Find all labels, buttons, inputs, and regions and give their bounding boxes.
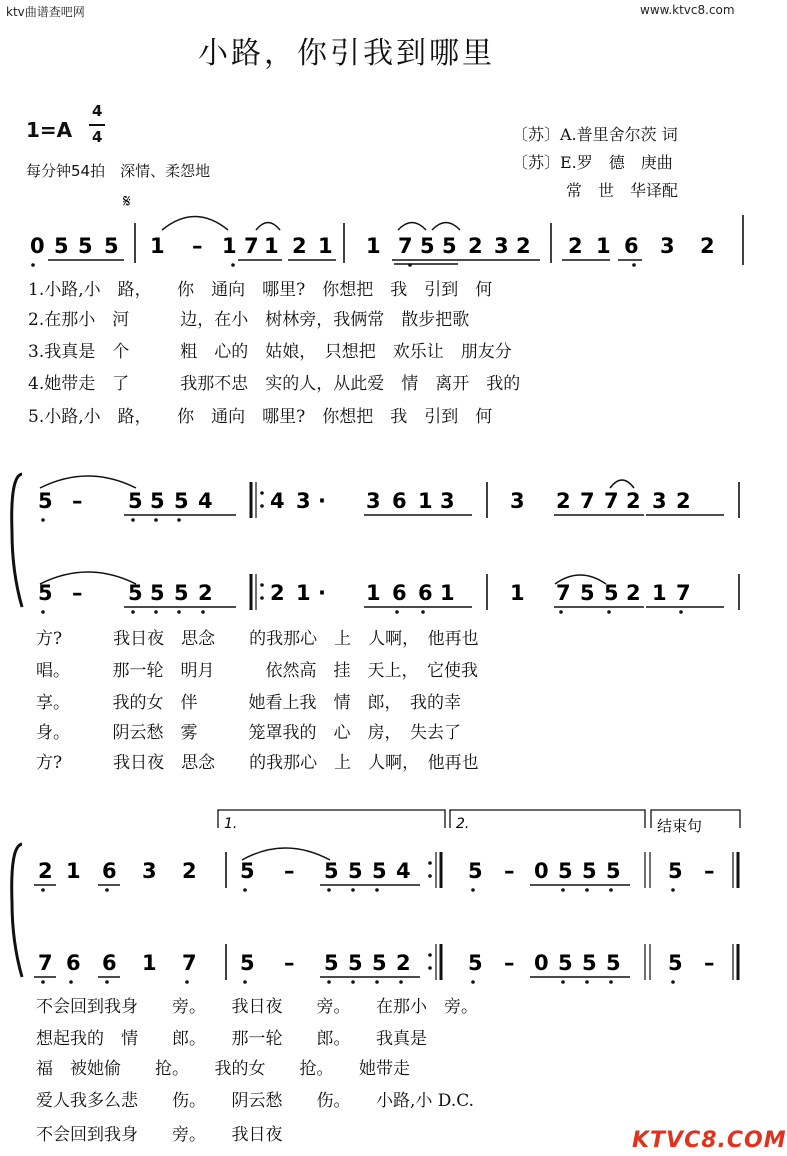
note-digit: 4 [198,489,213,513]
note-digit: 5 [174,489,189,513]
note-digit: 5 [324,859,339,883]
note-digit: 5 [54,234,69,258]
note-digit: 2 [396,951,411,975]
lyric-line: 唱。 那一轮 明月 依然高 挂 天上， 它使我 [36,661,478,681]
volta-1-label: 1. [224,816,238,832]
octave-dot [607,610,611,614]
note-digit: 2 [626,489,641,513]
note-digit: 1 [596,234,611,258]
note-digit: 0 [30,234,45,258]
octave-dot [351,980,355,984]
note-digit: 2 [626,581,641,605]
octave-dot [69,980,73,984]
tempo-marking: 每分钟54拍 深情、柔怨地 [26,162,211,180]
octave-dot [327,888,331,892]
coda-label: 结束句 [657,817,703,835]
note-digit: 1 [652,581,667,605]
volta-2-label: 2. [456,816,470,832]
key-signature: 1=A [26,118,73,142]
note-digit: 1 [418,489,433,513]
note-digit: 2 [700,234,715,258]
note-digit: 5 [582,951,597,975]
note-digit: 4 [396,859,411,883]
repeat-dot [260,596,264,600]
lyric-line: 方? 我日夜 思念 的我那心 上 人啊， 他再也 [36,753,479,773]
note-digit: – [284,859,295,883]
note-digit: – [704,859,715,883]
note-digit: 1 [510,581,525,605]
octave-dot [31,263,35,267]
note-digit: 5 [468,951,483,975]
octave-dot [41,980,45,984]
note-digit: 2 [468,234,483,258]
note-digit: 5 [604,581,619,605]
note-digit: 6 [418,581,433,605]
note-digit: 5 [468,859,483,883]
note-digit: 1 [150,234,165,258]
octave-dot [471,980,475,984]
volta-2-bracket [450,810,645,828]
note-digit: 5 [240,859,255,883]
octave-dot [375,980,379,984]
note-digit: 1 [222,234,237,258]
note-digit: 7 [604,489,619,513]
note-digit: 5 [38,581,53,605]
note-digit: 7 [182,951,197,975]
note-digit: 1 [264,234,279,258]
octave-dot [671,980,675,984]
octave-dot [41,888,45,892]
note-digit: 7 [398,234,413,258]
octave-dot [395,610,399,614]
note-digit: 5 [668,859,683,883]
system-brace [12,844,22,977]
notes-row-2-lower [38,581,724,614]
note-digit: 4 [270,489,285,513]
octave-dot [154,610,158,614]
site-logo: KTVC8.COM [632,1128,787,1153]
note-digit: 2 [270,581,285,605]
note-digit: – [504,951,515,975]
score-row-1 [0,185,762,265]
note-digit: 6 [102,951,117,975]
note-digit: 7 [556,581,571,605]
note-digit: 5 [606,859,621,883]
slur [398,223,426,231]
octave-dot [408,263,412,267]
note-digit: 2 [292,234,307,258]
lyric-line: 2.在那小 河 边，在小 树林旁，我俩常 散步把歌 [28,310,470,330]
segno-sign: 𝄋 [123,191,131,212]
octave-dot [351,888,355,892]
note-digit: 5 [582,859,597,883]
repeat-dot [260,583,264,587]
note-digit: 6 [624,234,639,258]
lyric-line: 不会回到我身 旁。 我日夜 [36,1125,283,1145]
notes-row-3-lower [34,951,715,984]
song-title: 小路，你引我到哪里 [198,36,495,71]
watermark-left: ktv曲谱查吧网 [6,5,85,19]
note-digit: 7 [676,581,691,605]
note-digit: 5 [348,951,363,975]
repeat-dot [260,504,264,508]
note-digit: 1 [366,234,381,258]
time-signature-top: 4 [92,102,103,120]
octave-dot [561,888,565,892]
octave-dot [561,980,565,984]
note-digit: 3 [296,489,311,513]
octave-dot [177,610,181,614]
lyric-line: 享。 我的女 伴 她看上我 情 郎， 我的幸 [36,693,461,713]
note-digit: 5 [558,951,573,975]
repeat-dot [428,874,432,878]
lyric-line: 想起我的 情 郎。 那一轮 郎。 我真是 [36,1029,427,1049]
note-digit: 3 [440,489,455,513]
note-digit: 3 [142,859,157,883]
lyricist-credit: 〔苏〕A.普里舍尔茨 词 [512,125,678,144]
note-digit: 5 [558,859,573,883]
note-digit: 7 [38,951,53,975]
note-digit: 6 [392,489,407,513]
score-row-2 [0,462,762,612]
lyric-line: 方? 我日夜 思念 的我那心 上 人啊， 他再也 [36,629,479,649]
note-digit: 5 [420,234,435,258]
note-digit: 5 [372,859,387,883]
lyric-line: 福 被她偷 抢。 我的女 抢。 她带走 [36,1059,410,1079]
note-digit: – [72,489,83,513]
octave-dot [327,980,331,984]
note-digit: 1 [142,951,157,975]
note-digit: – [192,234,203,258]
tie [40,476,136,488]
notes-row-2-upper [38,489,724,522]
note-digit: – [284,951,295,975]
octave-dot [105,888,109,892]
octave-dot [41,518,45,522]
note-digit: 5 [348,859,363,883]
octave-dot [609,980,613,984]
note-digit: · [318,489,326,513]
lyric-line: 5.小路,小 路， 你 通向 哪里? 你想把 我 引到 何 [28,407,493,427]
octave-dot [185,980,189,984]
arranger-credit: 常 世 华译配 [566,181,679,200]
note-digit: 5 [606,951,621,975]
note-digit: – [504,859,515,883]
time-signature-bottom: 4 [92,128,103,146]
note-digit: 1 [296,581,311,605]
note-digit: 5 [580,581,595,605]
repeat-dot [260,491,264,495]
note-digit: 3 [366,489,381,513]
note-digit: 7 [244,234,259,258]
note-digit: 1 [66,859,81,883]
note-digit: 2 [568,234,583,258]
lyric-line: 爱人我多么悲 伤。 阴云愁 伤。 小路,小 D.C. [36,1091,475,1111]
repeat-dot [428,953,432,957]
notes-row-1 [30,234,715,267]
note-digit: 5 [442,234,457,258]
note-digit: 2 [676,489,691,513]
note-digit: 2 [198,581,213,605]
octave-dot [471,888,475,892]
octave-dot [41,610,45,614]
notes-row-3-upper [34,859,715,892]
note-digit: 3 [660,234,675,258]
note-digit: – [704,951,715,975]
octave-dot [671,888,675,892]
note-digit: 5 [128,581,143,605]
watermark-right: www.ktvc8.com [640,3,735,17]
octave-dot [177,518,181,522]
note-digit: 1 [366,581,381,605]
note-digit: 5 [174,581,189,605]
lyric-line: 身。 阴云愁 雾 笼罩我的 心 房， 失去了 [36,723,461,743]
note-digit: 5 [78,234,93,258]
octave-dot [231,263,235,267]
tie [40,572,136,584]
note-digit: 2 [556,489,571,513]
note-digit: · [318,581,326,605]
time-signature-bar [89,124,105,126]
octave-dot [559,610,563,614]
volta-1-bracket [218,810,445,828]
slur [610,480,634,488]
note-digit: 1 [440,581,455,605]
octave-dot [679,610,683,614]
note-digit: 3 [652,489,667,513]
octave-dot [585,980,589,984]
octave-dot [201,610,205,614]
note-digit: 6 [66,951,81,975]
slur [162,217,228,231]
octave-dot [131,518,135,522]
note-digit: 2 [516,234,531,258]
composer-credit: 〔苏〕E.罗 德 庚曲 [512,153,673,172]
lyric-line: 4.她带走 了 我那不忠 实的人，从此爱 情 离开 我的 [28,374,521,394]
note-digit: 2 [38,859,53,883]
note-digit: 5 [240,951,255,975]
note-digit: 5 [38,489,53,513]
octave-dot [154,518,158,522]
octave-dot [243,888,247,892]
lyric-line: 1.小路,小 路， 你 通向 哪里? 你想把 我 引到 何 [28,280,493,300]
system-brace [12,474,22,607]
note-digit: 5 [372,951,387,975]
octave-dot [632,263,636,267]
note-digit: 3 [510,489,525,513]
score-row-3 [0,832,762,982]
note-digit: 0 [534,951,549,975]
note-digit: 0 [534,859,549,883]
note-digit: 5 [668,951,683,975]
note-digit: 1 [318,234,333,258]
octave-dot [105,980,109,984]
octave-dot [421,610,425,614]
slur [432,223,460,231]
octave-dot [131,610,135,614]
note-digit: 5 [104,234,119,258]
note-digit: 6 [102,859,117,883]
octave-dot [243,980,247,984]
note-digit: 2 [182,859,197,883]
octave-dot [399,980,403,984]
slur [256,223,280,231]
note-digit: 5 [150,489,165,513]
octave-dot [375,888,379,892]
note-digit: 5 [150,581,165,605]
note-digit: 6 [392,581,407,605]
octave-dot [609,888,613,892]
repeat-dot [428,861,432,865]
repeat-dot [428,966,432,970]
note-digit: – [72,581,83,605]
lyric-line: 3.我真是 个 粗 心的 姑娘， 只想把 欢乐让 朋友分 [28,342,512,362]
note-digit: 5 [128,489,143,513]
note-digit: 3 [494,234,509,258]
note-digit: 5 [324,951,339,975]
lyric-line: 不会回到我身 旁。 我日夜 旁。 在那小 旁。 [36,997,478,1017]
note-digit: 7 [580,489,595,513]
octave-dot [585,888,589,892]
